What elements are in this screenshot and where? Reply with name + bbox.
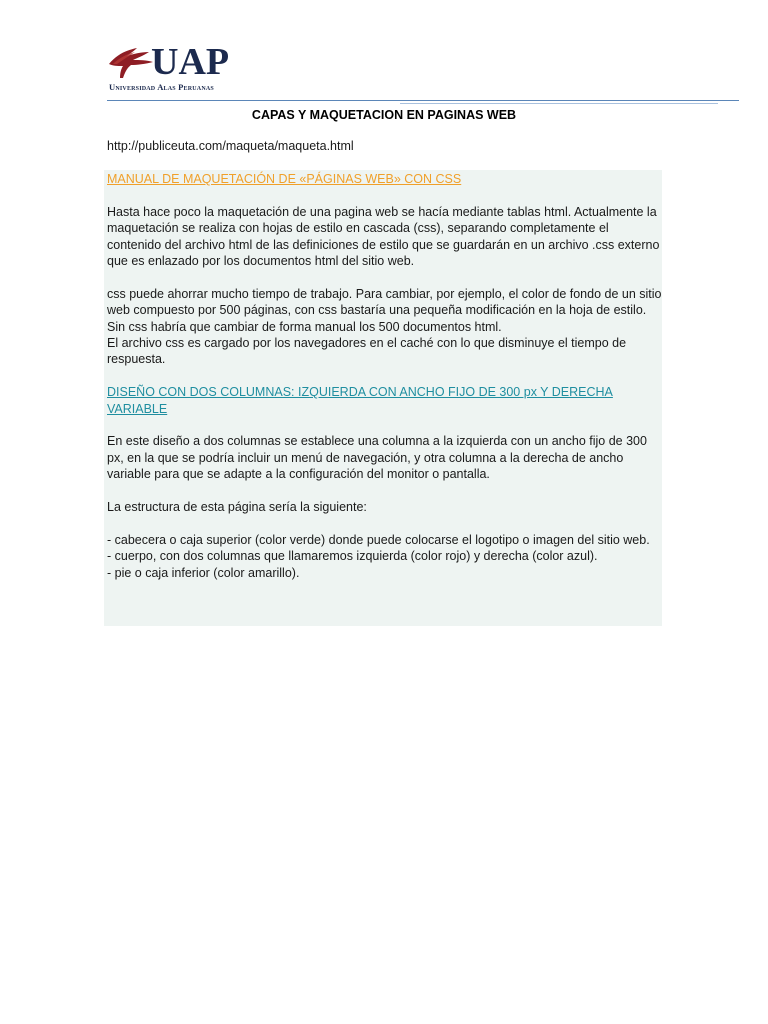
source-url: http://publiceuta.com/maqueta/maqueta.html <box>107 139 354 153</box>
paragraph-css-benefits: css puede ahorrar mucho tiempo de trabajo. Para cambiar, por ejemplo, el color de fondo de un sitio web compuesto por 500 páginas, con css bastaría una pequeña modificación en la hoja de estilo. Sin css habría que cambiar de forma manual los 500 documentos html. <box>107 286 662 334</box>
logo-subtitle: Universidad Alas Peruanas <box>109 82 214 92</box>
paragraph-intro: Hasta hace poco la maquetación de una pagina web se hacía mediante tablas html. Actualmente la maquetación se realiza con hojas de estilo en cascada (css), separando completamente el contenido del archivo html de las definiciones de estilo que se guardarán en un archivo .css externo que es enlazado por los documentos html del sitio web. <box>107 204 660 269</box>
paragraph-two-column: En este diseño a dos columnas se establece una columna a la izquierda con un ancho fijo de 300 px, en la que se podría incluir un menú de navegación, y otra columna a la derecha de ancho variable para que se adapte a la configuración del monitor o pantalla. <box>107 434 647 482</box>
link-dos-columnas[interactable]: DISEÑO CON DOS COLUMNAS: IZQUIERDA CON ANCHO FIJO DE 300 px Y DERECHA VARIABLE <box>107 385 613 416</box>
list-item: - pie o caja inferior (color amarillo). <box>107 565 300 580</box>
link-manual-maquetacion[interactable]: MANUAL DE MAQUETACIÓN DE «PÁGINAS WEB» CON CSS <box>107 172 462 186</box>
article-body <box>107 171 663 581</box>
list-item: - cabecera o caja superior (color verde) donde puede colocarse el logotipo o imagen del sitio web. <box>107 532 650 547</box>
winged-bird-icon <box>107 44 157 82</box>
header-divider-secondary <box>400 103 718 104</box>
university-logo <box>107 41 247 94</box>
header-divider <box>107 100 739 101</box>
paragraph-cache: El archivo css es cargado por los navegadores en el caché con lo que disminuye el tiempo de respuesta. <box>107 336 627 367</box>
paragraph-structure-intro: La estructura de esta página sería la siguiente: <box>107 500 367 515</box>
list-item: - cuerpo, con dos columnas que llamaremos izquierda (color rojo) y derecha (color azul). <box>107 549 598 564</box>
logo-wordmark: UAP <box>151 41 230 83</box>
document-title: CAPAS Y MAQUETACION EN PAGINAS WEB <box>251 108 517 122</box>
